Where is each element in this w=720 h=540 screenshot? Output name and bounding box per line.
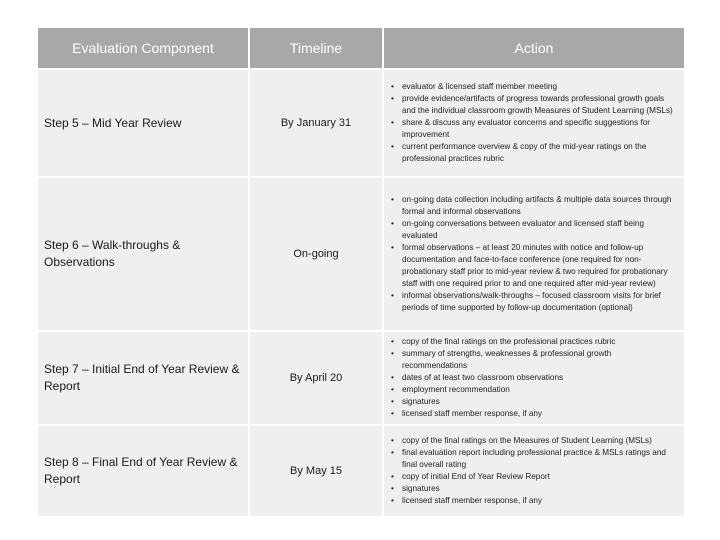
step-5-timeline: By January 31: [250, 70, 382, 176]
action-list: [384, 81, 684, 164]
list-item: • signatures: [402, 483, 678, 495]
step-8-timeline: By May 15: [250, 426, 382, 516]
list-item: • on-going data collection including artifacts & multiple data sources through formal and informal observations: [402, 194, 678, 218]
table-row: [38, 332, 684, 424]
list-item: • on-going conversations between evaluator and licensed staff being evaluated: [402, 218, 678, 242]
list-item: • summary of strengths, weaknesses & professional growth recommendations: [402, 348, 678, 372]
list-item: • copy of the final ratings on the professional practices rubric: [402, 336, 678, 348]
evaluation-table: [36, 26, 686, 518]
table-row: [38, 178, 684, 330]
header-action: Action: [384, 28, 684, 68]
step-6-actions: [384, 178, 684, 330]
list-item: • dates of at least two classroom observations: [402, 372, 678, 384]
list-item: • copy of the final ratings on the Measures of Student Learning (MSLs): [402, 435, 678, 447]
action-list: [384, 194, 684, 313]
action-list: [384, 435, 684, 506]
list-item: • evaluator & licensed staff member meeting: [402, 81, 678, 93]
list-item: • licensed staff member response, if any: [402, 495, 678, 507]
list-item: • employment recommendation: [402, 384, 678, 396]
step-8-component: Step 8 – Final End of Year Review & Report: [38, 426, 248, 516]
action-list: [384, 336, 684, 419]
header-evaluation-component: Evaluation Component: [38, 28, 248, 68]
header-timeline: Timeline: [250, 28, 382, 68]
list-item: • current performance overview & copy of the mid-year ratings on the professional practices rubric: [402, 141, 678, 165]
step-6-component: Step 6 – Walk-throughs & Observations: [38, 178, 248, 330]
list-item: • formal observations – at least 20 minutes with notice and follow-up documentation and face-to-face conference (one required for non-probationary staff prior to mid-year review & two required for probationary staff with one required prior to and one required after mid-year review): [402, 242, 678, 290]
step-7-timeline: By April 20: [250, 332, 382, 424]
list-item: • informal observations/walk-throughs – focused classroom visits for brief periods of time supported by follow-up documentation (optional): [402, 290, 678, 314]
list-item: • final evaluation report including professional practice & MSLs ratings and final overall rating: [402, 447, 678, 471]
list-item: • licensed staff member response, if any: [402, 408, 678, 420]
table-row: [38, 426, 684, 516]
list-item: • share & discuss any evaluator concerns and specific suggestions for improvement: [402, 117, 678, 141]
list-item: • signatures: [402, 396, 678, 408]
step-8-actions: [384, 426, 684, 516]
step-5-actions: [384, 70, 684, 176]
list-item: • copy of initial End of Year Review Report: [402, 471, 678, 483]
step-7-actions: [384, 332, 684, 424]
step-7-component: Step 7 – Initial End of Year Review & Report: [38, 332, 248, 424]
step-6-timeline: On-going: [250, 178, 382, 330]
step-5-component: Step 5 – Mid Year Review: [38, 70, 248, 176]
table-row: [38, 70, 684, 176]
table-header-row: [38, 28, 684, 68]
evaluation-table-container: [36, 26, 684, 518]
list-item: • provide evidence/artifacts of progress towards professional growth goals and the individual classroom growth Measures of Student Learning (MSLs): [402, 93, 678, 117]
